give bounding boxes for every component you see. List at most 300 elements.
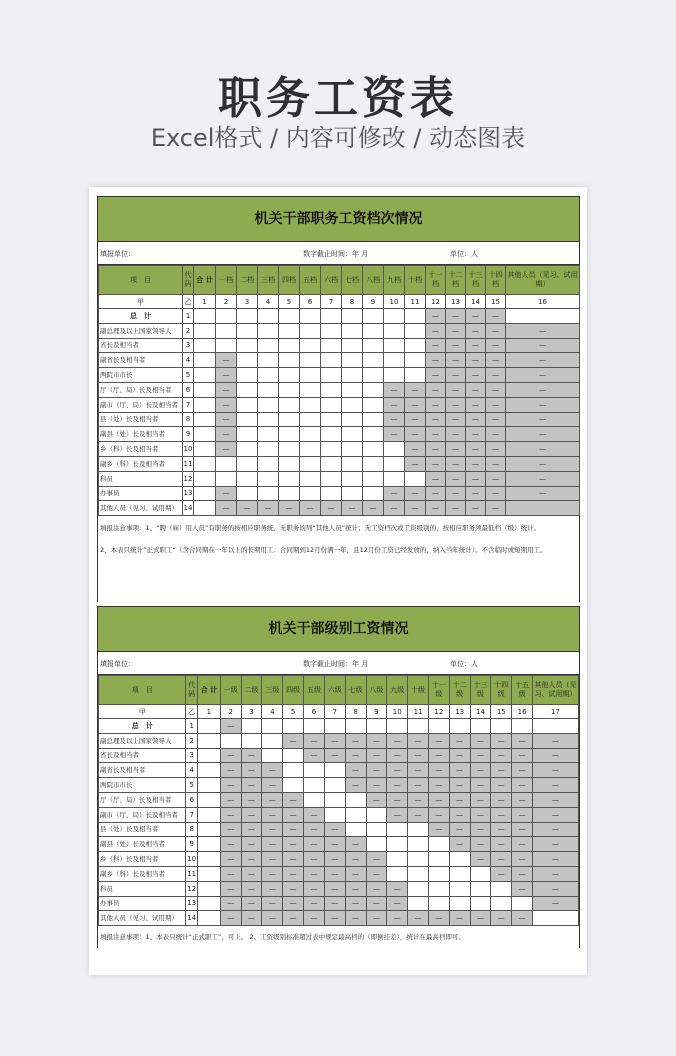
table-cell[interactable] xyxy=(258,442,279,457)
table-cell[interactable] xyxy=(194,471,216,486)
table-cell[interactable]: — xyxy=(405,382,426,397)
table-cell[interactable]: — xyxy=(446,353,466,368)
table-cell[interactable] xyxy=(321,397,342,412)
table-cell[interactable] xyxy=(194,456,216,471)
table-cell[interactable]: — xyxy=(466,501,486,516)
table-cell[interactable]: — xyxy=(512,866,533,881)
table-cell[interactable]: — xyxy=(446,427,466,442)
table-cell[interactable]: — xyxy=(491,763,512,778)
table-cell[interactable] xyxy=(324,807,345,822)
table-cell[interactable] xyxy=(300,456,321,471)
table-cell[interactable]: — xyxy=(324,911,345,926)
table-cell[interactable]: — xyxy=(241,911,262,926)
table-cell[interactable] xyxy=(363,486,384,501)
table-cell[interactable]: — xyxy=(446,442,466,457)
table-cell[interactable]: — xyxy=(384,412,405,427)
table-cell[interactable]: — xyxy=(262,822,283,837)
table-cell[interactable]: — xyxy=(345,837,366,852)
table-cell[interactable]: — xyxy=(426,382,446,397)
table-cell[interactable] xyxy=(300,412,321,427)
table-cell[interactable] xyxy=(363,353,384,368)
table-cell[interactable]: — xyxy=(304,866,325,881)
table-cell[interactable]: — xyxy=(426,486,446,501)
table-cell[interactable] xyxy=(279,368,300,383)
table-cell[interactable] xyxy=(279,486,300,501)
table-cell[interactable]: — xyxy=(446,309,466,324)
table-cell[interactable] xyxy=(194,412,216,427)
table-cell[interactable]: — xyxy=(486,397,506,412)
table-cell[interactable] xyxy=(405,353,426,368)
table-cell[interactable]: — xyxy=(512,778,533,793)
table-cell[interactable] xyxy=(237,309,258,324)
table-cell[interactable] xyxy=(384,368,405,383)
table-cell[interactable]: — xyxy=(491,792,512,807)
table-cell[interactable]: — xyxy=(512,807,533,822)
table-cell[interactable] xyxy=(345,807,366,822)
table-cell[interactable] xyxy=(324,792,345,807)
table-cell[interactable]: — xyxy=(428,807,449,822)
table-cell[interactable]: — xyxy=(241,837,262,852)
table-cell[interactable]: — xyxy=(533,881,579,896)
table-cell[interactable]: — xyxy=(262,911,283,926)
table-cell[interactable]: — xyxy=(446,412,466,427)
table-cell[interactable]: — xyxy=(262,881,283,896)
table-cell[interactable] xyxy=(387,866,408,881)
table-cell[interactable]: — xyxy=(449,763,470,778)
table-cell[interactable]: — xyxy=(428,822,449,837)
table-cell[interactable]: — xyxy=(405,442,426,457)
table-cell[interactable]: — xyxy=(345,763,366,778)
table-cell[interactable]: — xyxy=(387,733,408,748)
table-cell[interactable]: — xyxy=(241,852,262,867)
table-cell[interactable] xyxy=(279,397,300,412)
table-cell[interactable] xyxy=(197,852,220,867)
table-cell[interactable] xyxy=(279,309,300,324)
table-cell[interactable]: — xyxy=(283,837,304,852)
table-cell[interactable]: — xyxy=(512,822,533,837)
table-cell[interactable] xyxy=(283,748,304,763)
table-cell[interactable] xyxy=(506,309,580,324)
table-cell[interactable]: — xyxy=(491,807,512,822)
table-cell[interactable] xyxy=(258,309,279,324)
table-cell[interactable]: — xyxy=(486,442,506,457)
table-cell[interactable]: — xyxy=(426,368,446,383)
table-cell[interactable]: — xyxy=(512,792,533,807)
table-cell[interactable] xyxy=(428,837,449,852)
table-cell[interactable]: — xyxy=(470,822,491,837)
table-cell[interactable] xyxy=(262,719,283,734)
table-cell[interactable] xyxy=(428,896,449,911)
table-cell[interactable] xyxy=(197,719,220,734)
table-cell[interactable] xyxy=(342,368,363,383)
table-cell[interactable]: — xyxy=(466,382,486,397)
table-cell[interactable] xyxy=(258,471,279,486)
table-cell[interactable]: — xyxy=(466,427,486,442)
table-cell[interactable]: — xyxy=(428,763,449,778)
table-cell[interactable]: — xyxy=(486,323,506,338)
table-cell[interactable] xyxy=(300,427,321,442)
table-cell[interactable] xyxy=(366,822,387,837)
table-cell[interactable] xyxy=(194,486,216,501)
table-cell[interactable] xyxy=(194,397,216,412)
table-cell[interactable]: — xyxy=(241,748,262,763)
table-cell[interactable] xyxy=(533,719,579,734)
table-cell[interactable] xyxy=(304,763,325,778)
table-cell[interactable] xyxy=(321,471,342,486)
table-cell[interactable]: — xyxy=(446,486,466,501)
table-cell[interactable]: — xyxy=(283,733,304,748)
table-cell[interactable]: — xyxy=(366,733,387,748)
table-cell[interactable] xyxy=(342,397,363,412)
table-cell[interactable]: — xyxy=(426,442,446,457)
table-cell[interactable]: — xyxy=(220,896,241,911)
table-cell[interactable]: — xyxy=(387,778,408,793)
table-cell[interactable] xyxy=(194,368,216,383)
table-cell[interactable]: — xyxy=(449,778,470,793)
table-cell[interactable]: — xyxy=(304,896,325,911)
table-cell[interactable] xyxy=(408,866,429,881)
table-cell[interactable] xyxy=(428,852,449,867)
table-cell[interactable]: — xyxy=(262,807,283,822)
table-cell[interactable] xyxy=(262,733,283,748)
table-cell[interactable]: — xyxy=(491,837,512,852)
table-cell[interactable]: — xyxy=(428,792,449,807)
table-cell[interactable]: — xyxy=(466,338,486,353)
table-cell[interactable]: — xyxy=(405,486,426,501)
table-cell[interactable] xyxy=(194,501,216,516)
table-cell[interactable]: — xyxy=(486,382,506,397)
table-cell[interactable]: — xyxy=(446,501,466,516)
table-cell[interactable]: — xyxy=(486,412,506,427)
table-cell[interactable]: — xyxy=(345,866,366,881)
table-cell[interactable] xyxy=(279,338,300,353)
table-cell[interactable]: — xyxy=(283,792,304,807)
table-cell[interactable] xyxy=(197,896,220,911)
table-cell[interactable]: — xyxy=(405,397,426,412)
table-cell[interactable]: — xyxy=(366,778,387,793)
table-cell[interactable] xyxy=(428,881,449,896)
table-cell[interactable]: — xyxy=(426,353,446,368)
table-cell[interactable]: — xyxy=(324,866,345,881)
table-cell[interactable]: — xyxy=(512,837,533,852)
table-cell[interactable]: — xyxy=(486,427,506,442)
table-cell[interactable] xyxy=(324,778,345,793)
table-cell[interactable]: — xyxy=(470,911,491,926)
table-cell[interactable]: — xyxy=(405,412,426,427)
table-cell[interactable] xyxy=(384,442,405,457)
table-cell[interactable]: — xyxy=(512,852,533,867)
table-cell[interactable] xyxy=(258,382,279,397)
table-cell[interactable] xyxy=(470,866,491,881)
table-cell[interactable]: — xyxy=(446,471,466,486)
table-cell[interactable]: — xyxy=(220,719,241,734)
table-cell[interactable] xyxy=(384,353,405,368)
table-cell[interactable]: — xyxy=(533,807,579,822)
table-cell[interactable] xyxy=(470,719,491,734)
table-cell[interactable]: — xyxy=(426,412,446,427)
table-cell[interactable]: — xyxy=(426,456,446,471)
table-cell[interactable]: — xyxy=(491,748,512,763)
table-cell[interactable]: — xyxy=(363,501,384,516)
table-cell[interactable]: — xyxy=(506,338,580,353)
table-cell[interactable] xyxy=(279,471,300,486)
table-cell[interactable] xyxy=(216,309,237,324)
table-cell[interactable]: — xyxy=(283,896,304,911)
table-cell[interactable] xyxy=(237,368,258,383)
table-cell[interactable] xyxy=(363,456,384,471)
table-cell[interactable]: — xyxy=(220,807,241,822)
table-cell[interactable] xyxy=(449,881,470,896)
table-cell[interactable]: — xyxy=(241,778,262,793)
table-cell[interactable]: — xyxy=(491,733,512,748)
table-cell[interactable]: — xyxy=(366,866,387,881)
table-cell[interactable]: — xyxy=(324,852,345,867)
table-cell[interactable]: — xyxy=(426,323,446,338)
table-cell[interactable]: — xyxy=(324,748,345,763)
table-cell[interactable] xyxy=(283,719,304,734)
table-cell[interactable]: — xyxy=(283,866,304,881)
table-cell[interactable] xyxy=(342,382,363,397)
table-cell[interactable] xyxy=(491,896,512,911)
table-cell[interactable]: — xyxy=(428,733,449,748)
table-cell[interactable]: — xyxy=(470,748,491,763)
table-cell[interactable]: — xyxy=(533,748,579,763)
table-cell[interactable]: — xyxy=(387,763,408,778)
table-cell[interactable] xyxy=(321,353,342,368)
table-cell[interactable] xyxy=(533,911,579,926)
table-cell[interactable] xyxy=(194,309,216,324)
table-cell[interactable]: — xyxy=(304,852,325,867)
table-cell[interactable] xyxy=(321,382,342,397)
table-cell[interactable] xyxy=(300,323,321,338)
table-cell[interactable] xyxy=(405,368,426,383)
table-cell[interactable] xyxy=(197,837,220,852)
table-cell[interactable]: — xyxy=(283,822,304,837)
table-cell[interactable]: — xyxy=(220,881,241,896)
table-cell[interactable] xyxy=(363,382,384,397)
table-cell[interactable] xyxy=(194,427,216,442)
table-cell[interactable] xyxy=(237,456,258,471)
table-cell[interactable]: — xyxy=(220,866,241,881)
table-cell[interactable] xyxy=(237,397,258,412)
table-cell[interactable] xyxy=(279,442,300,457)
table-cell[interactable]: — xyxy=(486,501,506,516)
table-cell[interactable] xyxy=(428,866,449,881)
table-cell[interactable]: — xyxy=(512,911,533,926)
table-cell[interactable]: — xyxy=(428,748,449,763)
table-cell[interactable]: — xyxy=(304,733,325,748)
table-cell[interactable]: — xyxy=(486,309,506,324)
table-cell[interactable]: — xyxy=(304,822,325,837)
table-cell[interactable]: — xyxy=(466,471,486,486)
table-cell[interactable] xyxy=(387,822,408,837)
table-cell[interactable] xyxy=(300,368,321,383)
table-cell[interactable] xyxy=(197,866,220,881)
table-cell[interactable] xyxy=(342,338,363,353)
table-cell[interactable]: — xyxy=(342,501,363,516)
table-cell[interactable]: — xyxy=(321,501,342,516)
table-cell[interactable]: — xyxy=(446,456,466,471)
table-cell[interactable] xyxy=(279,456,300,471)
table-cell[interactable] xyxy=(300,397,321,412)
table-cell[interactable] xyxy=(321,427,342,442)
table-cell[interactable]: — xyxy=(449,733,470,748)
table-cell[interactable]: — xyxy=(506,471,580,486)
table-cell[interactable]: — xyxy=(512,763,533,778)
table-cell[interactable] xyxy=(258,353,279,368)
table-cell[interactable] xyxy=(237,442,258,457)
table-cell[interactable] xyxy=(321,486,342,501)
table-cell[interactable]: — xyxy=(304,911,325,926)
table-cell[interactable] xyxy=(197,911,220,926)
table-cell[interactable]: — xyxy=(470,792,491,807)
table-cell[interactable]: — xyxy=(387,792,408,807)
table-cell[interactable]: — xyxy=(470,837,491,852)
table-cell[interactable] xyxy=(216,456,237,471)
table-cell[interactable] xyxy=(363,471,384,486)
table-cell[interactable] xyxy=(300,382,321,397)
table-cell[interactable]: — xyxy=(283,911,304,926)
table-cell[interactable] xyxy=(363,442,384,457)
table-cell[interactable]: — xyxy=(220,837,241,852)
table-cell[interactable] xyxy=(194,353,216,368)
table-cell[interactable]: — xyxy=(345,748,366,763)
table-cell[interactable]: — xyxy=(470,852,491,867)
table-cell[interactable] xyxy=(506,501,580,516)
table-cell[interactable]: — xyxy=(408,748,429,763)
table-cell[interactable]: — xyxy=(506,456,580,471)
table-cell[interactable]: — xyxy=(491,822,512,837)
table-cell[interactable] xyxy=(194,382,216,397)
table-cell[interactable]: — xyxy=(506,442,580,457)
table-cell[interactable]: — xyxy=(470,763,491,778)
table-cell[interactable]: — xyxy=(449,837,470,852)
table-cell[interactable] xyxy=(342,427,363,442)
table-cell[interactable]: — xyxy=(324,822,345,837)
table-cell[interactable]: — xyxy=(486,471,506,486)
table-cell[interactable]: — xyxy=(345,911,366,926)
table-cell[interactable] xyxy=(216,338,237,353)
table-cell[interactable]: — xyxy=(506,323,580,338)
table-cell[interactable] xyxy=(387,837,408,852)
table-cell[interactable]: — xyxy=(449,807,470,822)
table-cell[interactable] xyxy=(279,382,300,397)
table-cell[interactable] xyxy=(237,382,258,397)
table-cell[interactable]: — xyxy=(387,807,408,822)
table-cell[interactable] xyxy=(197,748,220,763)
table-cell[interactable] xyxy=(194,442,216,457)
table-cell[interactable]: — xyxy=(533,778,579,793)
table-cell[interactable]: — xyxy=(384,501,405,516)
table-cell[interactable] xyxy=(241,733,262,748)
table-cell[interactable]: — xyxy=(466,486,486,501)
table-cell[interactable]: — xyxy=(491,852,512,867)
table-cell[interactable] xyxy=(197,881,220,896)
table-cell[interactable] xyxy=(321,309,342,324)
table-cell[interactable]: — xyxy=(216,442,237,457)
table-cell[interactable]: — xyxy=(283,807,304,822)
table-cell[interactable]: — xyxy=(446,368,466,383)
table-cell[interactable]: — xyxy=(304,837,325,852)
table-cell[interactable]: — xyxy=(446,382,466,397)
table-cell[interactable] xyxy=(345,792,366,807)
table-cell[interactable]: — xyxy=(466,456,486,471)
table-cell[interactable]: — xyxy=(366,881,387,896)
table-cell[interactable]: — xyxy=(408,792,429,807)
table-cell[interactable]: — xyxy=(533,763,579,778)
table-cell[interactable]: — xyxy=(486,368,506,383)
table-cell[interactable]: — xyxy=(216,382,237,397)
table-cell[interactable]: — xyxy=(428,778,449,793)
table-cell[interactable] xyxy=(197,807,220,822)
table-cell[interactable]: — xyxy=(216,368,237,383)
table-cell[interactable] xyxy=(304,778,325,793)
table-cell[interactable]: — xyxy=(387,896,408,911)
table-cell[interactable]: — xyxy=(304,881,325,896)
table-cell[interactable] xyxy=(342,309,363,324)
table-cell[interactable]: — xyxy=(262,792,283,807)
table-cell[interactable] xyxy=(304,792,325,807)
table-cell[interactable] xyxy=(237,486,258,501)
table-cell[interactable] xyxy=(363,427,384,442)
table-cell[interactable] xyxy=(363,397,384,412)
table-cell[interactable] xyxy=(279,323,300,338)
table-cell[interactable] xyxy=(300,486,321,501)
table-cell[interactable] xyxy=(366,719,387,734)
table-cell[interactable] xyxy=(387,852,408,867)
table-cell[interactable] xyxy=(345,719,366,734)
table-cell[interactable]: — xyxy=(220,852,241,867)
table-cell[interactable] xyxy=(321,412,342,427)
table-cell[interactable] xyxy=(324,719,345,734)
table-cell[interactable] xyxy=(194,338,216,353)
table-cell[interactable] xyxy=(197,822,220,837)
table-cell[interactable] xyxy=(321,456,342,471)
table-cell[interactable]: — xyxy=(491,911,512,926)
table-cell[interactable]: — xyxy=(426,309,446,324)
table-cell[interactable]: — xyxy=(283,881,304,896)
table-cell[interactable] xyxy=(384,309,405,324)
table-cell[interactable]: — xyxy=(533,837,579,852)
table-cell[interactable]: — xyxy=(366,911,387,926)
table-cell[interactable]: — xyxy=(262,837,283,852)
table-cell[interactable]: — xyxy=(408,733,429,748)
table-cell[interactable]: — xyxy=(486,486,506,501)
table-cell[interactable]: — xyxy=(405,501,426,516)
table-cell[interactable] xyxy=(491,719,512,734)
table-cell[interactable] xyxy=(363,309,384,324)
table-cell[interactable]: — xyxy=(533,866,579,881)
table-cell[interactable] xyxy=(384,456,405,471)
table-cell[interactable]: — xyxy=(345,881,366,896)
table-cell[interactable]: — xyxy=(237,501,258,516)
table-cell[interactable] xyxy=(300,471,321,486)
table-cell[interactable]: — xyxy=(384,427,405,442)
table-cell[interactable] xyxy=(449,852,470,867)
table-cell[interactable]: — xyxy=(466,397,486,412)
table-cell[interactable]: — xyxy=(408,807,429,822)
table-cell[interactable] xyxy=(408,719,429,734)
table-cell[interactable] xyxy=(342,486,363,501)
table-cell[interactable] xyxy=(384,323,405,338)
table-cell[interactable] xyxy=(384,338,405,353)
table-cell[interactable]: — xyxy=(220,911,241,926)
table-cell[interactable] xyxy=(258,323,279,338)
table-cell[interactable] xyxy=(342,353,363,368)
table-cell[interactable]: — xyxy=(345,733,366,748)
table-cell[interactable]: — xyxy=(216,501,237,516)
table-cell[interactable]: — xyxy=(324,837,345,852)
